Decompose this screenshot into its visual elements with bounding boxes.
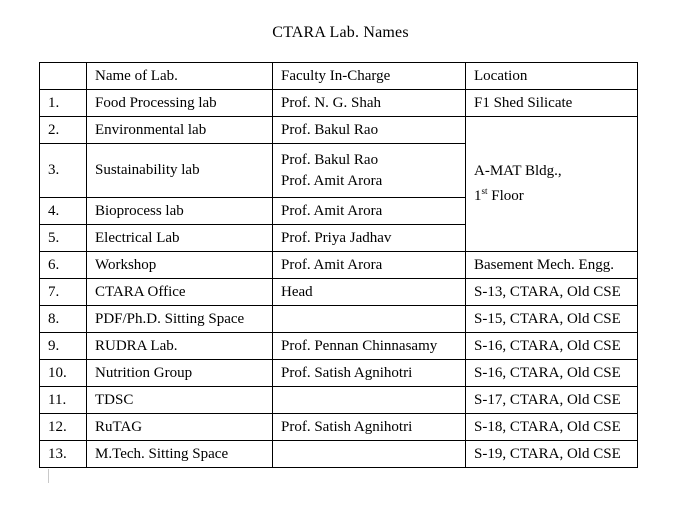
lab-table: [39, 62, 638, 468]
table-row: [40, 387, 638, 414]
table-row: [40, 360, 638, 387]
cell-serial-no: 10.: [40, 360, 87, 387]
cell-location: S-13, CTARA, Old CSE: [466, 279, 638, 306]
cell-serial-no: 2.: [40, 117, 87, 144]
table-row: [40, 279, 638, 306]
cell-faculty: Prof. Priya Jadhav: [273, 225, 466, 252]
header-cell-location: Location: [466, 63, 638, 90]
table-row: [40, 306, 638, 333]
table-row: [40, 90, 638, 117]
cell-lab-name: Food Processing lab: [87, 90, 273, 117]
cell-faculty: Prof. Satish Agnihotri: [273, 360, 466, 387]
cell-faculty: Prof. Amit Arora: [273, 198, 466, 225]
cell-serial-no: 5.: [40, 225, 87, 252]
cell-location: S-16, CTARA, Old CSE: [466, 333, 638, 360]
cell-serial-no: 8.: [40, 306, 87, 333]
cell-lab-name: PDF/Ph.D. Sitting Space: [87, 306, 273, 333]
table-row: [40, 333, 638, 360]
cell-lab-name: Electrical Lab: [87, 225, 273, 252]
cell-serial-no: 6.: [40, 252, 87, 279]
cell-faculty: Prof. Satish Agnihotri: [273, 414, 466, 441]
cell-serial-no: 3.: [40, 144, 87, 198]
cell-lab-name: Environmental lab: [87, 117, 273, 144]
cell-faculty: [273, 387, 466, 414]
cell-serial-no: 9.: [40, 333, 87, 360]
cell-serial-no: 1.: [40, 90, 87, 117]
cell-location: S-18, CTARA, Old CSE: [466, 414, 638, 441]
cell-serial-no: 13.: [40, 441, 87, 468]
table-row: [40, 252, 638, 279]
cell-lab-name: Bioprocess lab: [87, 198, 273, 225]
header-cell-index: [40, 63, 87, 90]
cell-location: F1 Shed Silicate: [466, 90, 638, 117]
cell-location: S-19, CTARA, Old CSE: [466, 441, 638, 468]
header-cell-faculty: Faculty In-Charge: [273, 63, 466, 90]
header-row: [40, 63, 638, 90]
cell-faculty: Prof. Bakul Rao: [273, 117, 466, 144]
page-title: CTARA Lab. Names: [272, 24, 409, 41]
cell-lab-name: Nutrition Group: [87, 360, 273, 387]
cell-serial-no: 7.: [40, 279, 87, 306]
cell-serial-no: 4.: [40, 198, 87, 225]
cell-location: S-16, CTARA, Old CSE: [466, 360, 638, 387]
cell-location: S-15, CTARA, Old CSE: [466, 306, 638, 333]
cell-faculty: Head: [273, 279, 466, 306]
cell-faculty: Prof. Pennan Chinnasamy: [273, 333, 466, 360]
cell-lab-name: RuTAG: [87, 414, 273, 441]
cell-faculty: [273, 441, 466, 468]
table-row: [40, 414, 638, 441]
cell-faculty: [273, 306, 466, 333]
cell-lab-name: M.Tech. Sitting Space: [87, 441, 273, 468]
cell-serial-no: 12.: [40, 414, 87, 441]
cell-lab-name: Workshop: [87, 252, 273, 279]
cell-faculty: Prof. Bakul Rao Prof. Amit Arora: [273, 144, 466, 198]
cell-faculty: Prof. N. G. Shah: [273, 90, 466, 117]
cell-location: A-MAT Bldg., 1st Floor: [466, 117, 638, 252]
table-row: [40, 117, 638, 144]
cell-faculty: Prof. Amit Arora: [273, 252, 466, 279]
header-cell-name: Name of Lab.: [87, 63, 273, 90]
cell-serial-no: 11.: [40, 387, 87, 414]
cell-lab-name: RUDRA Lab.: [87, 333, 273, 360]
text-cursor: [48, 469, 49, 483]
cell-lab-name: TDSC: [87, 387, 273, 414]
table-row: [40, 441, 638, 468]
cell-location: S-17, CTARA, Old CSE: [466, 387, 638, 414]
cell-lab-name: CTARA Office: [87, 279, 273, 306]
cell-location: Basement Mech. Engg.: [466, 252, 638, 279]
cell-lab-name: Sustainability lab: [87, 144, 273, 198]
